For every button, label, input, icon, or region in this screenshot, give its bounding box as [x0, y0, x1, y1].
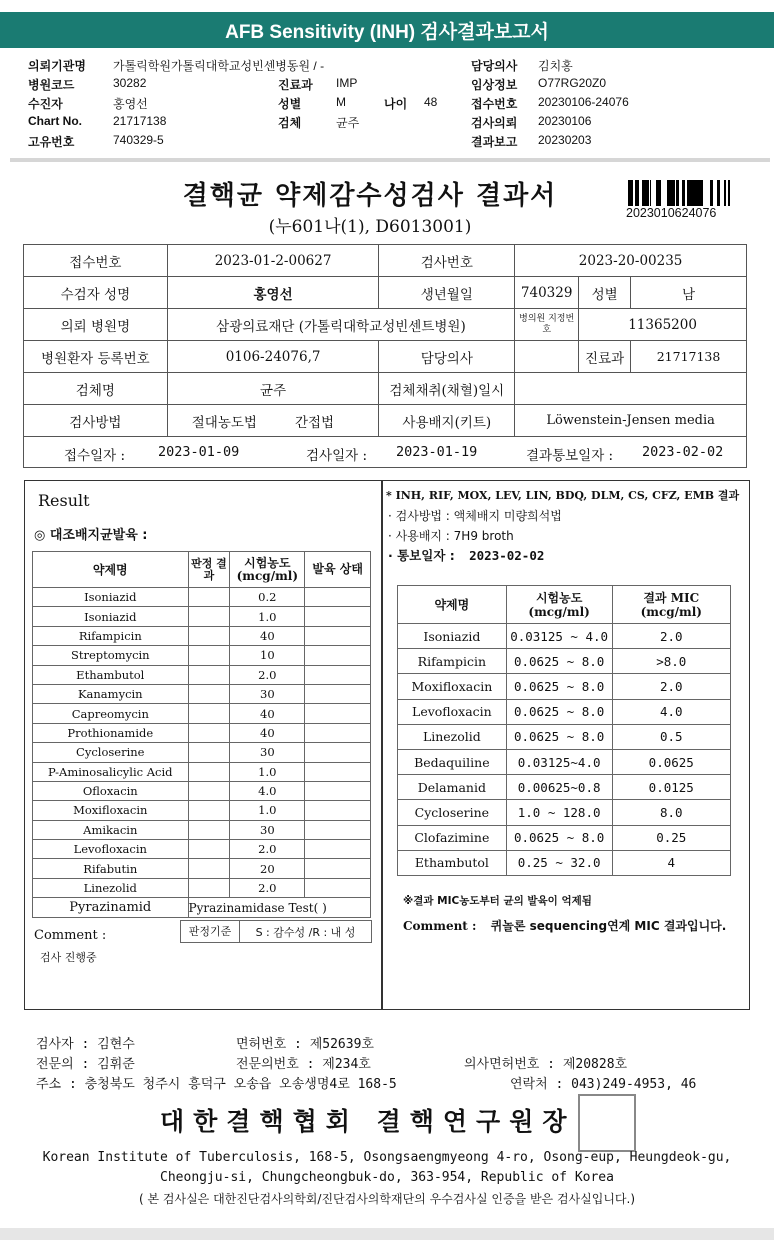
table-row — [398, 674, 731, 699]
page-bottom-strip — [0, 1228, 774, 1240]
test-no-label: 검사번호 — [379, 245, 515, 277]
info-label: 성별 — [278, 97, 302, 111]
barcode-bar — [638, 180, 639, 206]
info-label: 수진자 — [28, 97, 63, 111]
barcode-bar — [687, 180, 689, 206]
receipt-value: 2023-01-2-00627 — [167, 245, 379, 277]
barcode-bar — [699, 180, 701, 206]
judgement-cell — [188, 859, 230, 878]
footer-line3 — [36, 1073, 756, 1093]
specialist: 전문의 : 김휘준 — [36, 1057, 135, 1072]
range-cell: 0.0625 ~ 8.0 — [506, 699, 612, 724]
mic-footnote: ※결과 MIC농도부터 균의 발육이 억제됨 — [403, 895, 592, 907]
info-label: Chart No. — [28, 114, 82, 128]
judgement-cell — [188, 607, 230, 626]
table-row — [33, 626, 371, 645]
drug-name: Linezolid — [398, 724, 507, 749]
barcode-bar — [728, 180, 729, 206]
growth-cell — [305, 626, 371, 645]
judgement-cell — [188, 684, 230, 703]
info-value: 20230203 — [538, 133, 592, 147]
left-comment-value: 검사 진행중 — [40, 951, 97, 964]
dept-label: 진료과 — [579, 341, 631, 373]
drug-name: Ethambutol — [398, 850, 507, 875]
mic-comment — [403, 917, 726, 934]
header-title: AFB Sensitivity (INH) 검사결과보고서 — [225, 21, 549, 43]
mic-col-result: 결과 MIC (mcg/ml) — [612, 586, 730, 624]
table-row — [398, 825, 731, 850]
growth-cell — [305, 859, 371, 878]
report-subtitle: (누601나(1), D6013001) — [268, 217, 472, 237]
barcode-image — [628, 180, 734, 206]
range-cell: 0.0625 ~ 8.0 — [506, 649, 612, 674]
range-cell: 0.03125 ~ 4.0 — [506, 624, 612, 649]
drug-name: Rifabutin — [33, 859, 189, 878]
table-row — [33, 878, 371, 897]
barcode-bar — [710, 180, 713, 206]
concentration-cell: 1.0 — [230, 762, 305, 781]
barcode-bar — [701, 180, 703, 206]
growth-cell — [305, 762, 371, 781]
organization-name: 대한결핵협회 결핵연구원장 — [160, 1107, 576, 1136]
criteria-value: S : 감수성 /R : 내 성 — [255, 925, 356, 939]
mic-result-cell: 8.0 — [612, 800, 730, 825]
doctor-license: 의사면허번호 : 제20828호 — [464, 1057, 628, 1072]
mic-notice-label: · 통보일자 : — [388, 548, 455, 563]
receipt-label: 접수번호 — [24, 245, 168, 277]
control-growth-label: ◎ 대조배지균발육 : — [34, 528, 148, 543]
criteria-label: 판정기준 — [181, 921, 240, 942]
table-row — [33, 762, 371, 781]
growth-cell — [305, 781, 371, 800]
info-value: O77RG20Z0 — [538, 76, 607, 90]
concentration-cell: 4.0 — [230, 781, 305, 800]
barcode-bar — [729, 180, 730, 206]
barcode-bar — [658, 180, 659, 206]
judgement-cell — [188, 878, 230, 897]
growth-cell — [305, 607, 371, 626]
info-value: 홍영선 — [113, 97, 148, 111]
growth-cell — [305, 801, 371, 820]
english-address-1: Korean Institute of Tuberculosis, 168-5, Osongsaengmyeong 4-ro, Osong-eup, Heungdeok-gu, — [42, 1150, 732, 1165]
concentration-cell: 30 — [230, 684, 305, 703]
table-row — [33, 607, 371, 626]
concentration-cell: 0.2 — [230, 588, 305, 607]
sex-label: 성별 — [579, 277, 631, 309]
info-row — [28, 133, 748, 152]
patient-table — [23, 244, 747, 468]
table-row — [33, 665, 371, 684]
barcode-bar — [672, 180, 675, 206]
media-label: 사용배지(키트) — [379, 405, 515, 437]
info-label: 고유번호 — [28, 135, 75, 149]
table-row — [33, 646, 371, 665]
mic-result-cell: 0.0625 — [612, 749, 730, 774]
table-row — [33, 801, 371, 820]
specimen-value: 균주 — [167, 373, 379, 405]
col-growth: 발육 상태 — [305, 552, 371, 588]
criteria-box — [180, 920, 372, 943]
table-row — [398, 800, 731, 825]
method-value2: 간접법 — [294, 414, 335, 431]
collect-value — [515, 373, 747, 405]
info-value: 30282 — [113, 76, 147, 90]
info-value: 가톨릭학원가톨릭대학교성빈센병동원 / - — [113, 59, 325, 73]
mic-result-cell: 0.0125 — [612, 775, 730, 800]
method-value1: 절대농도법 — [191, 414, 257, 431]
drug-name: Ethambutol — [33, 665, 189, 684]
mic-result-cell: 4.0 — [612, 699, 730, 724]
table-row — [398, 724, 731, 749]
judgement-cell — [188, 762, 230, 781]
barcode-bar — [667, 180, 669, 206]
table-row — [33, 588, 371, 607]
judgement-cell — [188, 840, 230, 859]
mic-notice-date — [388, 546, 544, 564]
mic-comment-label: Comment : — [403, 919, 477, 933]
barcode-bar — [676, 180, 679, 206]
barcode-bar — [642, 180, 644, 206]
growth-cell — [305, 684, 371, 703]
mic-comment-value: 퀴놀론 sequencing연계 MIC 결과입니다. — [490, 919, 727, 933]
drug-name: Isoniazid — [33, 607, 189, 626]
concentration-cell: 30 — [230, 743, 305, 762]
divider — [10, 158, 770, 162]
concentration-cell: 30 — [230, 820, 305, 839]
info-label: 의뢰기관명 — [28, 59, 86, 73]
barcode-bar — [630, 180, 632, 206]
barcode-bar — [628, 180, 630, 206]
growth-cell — [305, 743, 371, 762]
col-judgement: 판정 결과 — [188, 552, 230, 588]
info-value: IMP — [336, 76, 358, 90]
license-no: 면허번호 : 제52639호 — [236, 1037, 374, 1052]
range-cell: 1.0 ~ 128.0 — [506, 800, 612, 825]
concentration-cell: 10 — [230, 646, 305, 665]
info-value: 20230106-24076 — [538, 95, 629, 109]
table-row — [398, 649, 731, 674]
drug-name: Ofloxacin — [33, 781, 189, 800]
info-label: 임상정보 — [471, 78, 518, 92]
judgement-cell — [188, 626, 230, 645]
patient-label: 수검자 성명 — [24, 277, 168, 309]
mic-result-cell: 2.0 — [612, 624, 730, 649]
growth-cell — [305, 646, 371, 665]
info-value: 김치홍 — [538, 59, 573, 73]
judgement-cell — [188, 723, 230, 742]
hospital-value: 삼광의료재단 (가톨릭대학교성빈센트병원) — [167, 309, 514, 341]
concentration-cell: 2.0 — [230, 840, 305, 859]
barcode-bar — [644, 180, 647, 206]
pza-name: Pyrazinamid — [33, 898, 189, 918]
range-cell: 0.0625 ~ 8.0 — [506, 724, 612, 749]
barcode-bar — [682, 180, 685, 206]
table-row — [33, 859, 371, 878]
mic-result-cell: 2.0 — [612, 674, 730, 699]
growth-cell — [305, 840, 371, 859]
table-row — [33, 820, 371, 839]
reg-value: 0106-24076,7 — [167, 341, 379, 373]
date3-value: 2023-02-02 — [642, 444, 724, 460]
test-no-value: 2023-20-00235 — [515, 245, 747, 277]
concentration-cell: 20 — [230, 859, 305, 878]
drug-name: P-Aminosalicylic Acid — [33, 762, 189, 781]
table-row — [33, 704, 371, 723]
english-address-2: Cheongju-si, Chungcheongbuk-do, 363-954, Republic of Korea — [160, 1170, 614, 1185]
drug-name: Prothionamide — [33, 723, 189, 742]
mic-result-cell: 0.5 — [612, 724, 730, 749]
specimen-label: 검체명 — [24, 373, 168, 405]
report-header — [0, 12, 774, 48]
drug-name: Cycloserine — [33, 743, 189, 762]
info-value: 48 — [424, 95, 438, 109]
barcode-bar — [635, 180, 638, 206]
examiner: 검사자 : 김현수 — [36, 1037, 135, 1052]
barcode-bar — [689, 180, 692, 206]
reg-label: 병원환자 등록번호 — [24, 341, 168, 373]
designated-value: 11365200 — [579, 309, 747, 341]
barcode-bar — [692, 180, 695, 206]
drug-name: Moxifloxacin — [33, 801, 189, 820]
media-value: Löwenstein-Jensen media — [515, 405, 747, 437]
table-row — [33, 684, 371, 703]
judgement-cell — [188, 704, 230, 723]
patient-value: 홍영선 — [167, 277, 379, 309]
mic-method: · 검사방법 : 액체배지 미량희석법 — [388, 509, 562, 523]
mic-notice-value: 2023-02-02 — [469, 548, 545, 563]
drug-name: Rifampicin — [398, 649, 507, 674]
table-row — [33, 743, 371, 762]
drug-name: Capreomycin — [33, 704, 189, 723]
barcode-bar — [659, 180, 661, 206]
growth-cell — [305, 704, 371, 723]
left-comment-label: Comment : — [34, 928, 107, 943]
info-label: 나이 — [384, 97, 408, 111]
barcode-bar — [632, 180, 633, 206]
growth-cell — [305, 723, 371, 742]
specialist-no: 전문의번호 : 제234호 — [236, 1057, 371, 1072]
table-row — [33, 840, 371, 859]
judgement-cell — [188, 646, 230, 665]
drug-name: Levofloxacin — [398, 699, 507, 724]
concentration-cell: 1.0 — [230, 607, 305, 626]
drug-name: Clofazimine — [398, 825, 507, 850]
pza-test: Pyrazinamidase Test( ) — [188, 898, 370, 918]
table-row — [33, 723, 371, 742]
official-seal — [578, 1094, 636, 1152]
table-row — [398, 850, 731, 875]
left-drug-table — [32, 551, 371, 918]
dob-label: 생년월일 — [379, 277, 515, 309]
mic-col-drug: 약제명 — [398, 586, 507, 624]
footer-line2 — [36, 1053, 756, 1073]
patient-info — [28, 57, 748, 152]
drug-name: Bedaquiline — [398, 749, 507, 774]
drug-name: Cycloserine — [398, 800, 507, 825]
result-heading: Result — [38, 491, 90, 510]
concentration-cell: 2.0 — [230, 665, 305, 684]
growth-cell — [305, 878, 371, 897]
collect-label: 검체채취(채혈)일시 — [379, 373, 515, 405]
sex-value: 남 — [631, 277, 747, 309]
barcode-bar — [696, 180, 699, 206]
drug-name: Linezolid — [33, 878, 189, 897]
info-label: 접수번호 — [471, 97, 518, 111]
drug-name: Delamanid — [398, 775, 507, 800]
info-label: 검사의뢰 — [471, 116, 518, 130]
drug-name: Kanamycin — [33, 684, 189, 703]
drug-name: Rifampicin — [33, 626, 189, 645]
barcode-number: 2023010624076 — [626, 206, 717, 220]
barcode-bar — [724, 180, 726, 206]
growth-cell — [305, 665, 371, 684]
concentration-cell: 40 — [230, 704, 305, 723]
date1-value: 2023-01-09 — [158, 444, 240, 460]
drug-name: Isoniazid — [33, 588, 189, 607]
barcode-bar — [656, 180, 658, 206]
drug-name: Levofloxacin — [33, 840, 189, 859]
table-row — [398, 775, 731, 800]
barcode-bar — [650, 180, 651, 206]
concentration-cell: 2.0 — [230, 878, 305, 897]
info-value: 20230106 — [538, 114, 592, 128]
info-label: 결과보고 — [471, 135, 518, 149]
date3-label: 결과통보일자 : — [526, 448, 614, 464]
barcode-bar — [669, 180, 672, 206]
mic-table — [397, 585, 731, 876]
concentration-cell: 1.0 — [230, 801, 305, 820]
growth-cell — [305, 588, 371, 607]
info-value: 740329-5 — [113, 133, 164, 147]
certification-note: ( 본 검사실은 대한진단검사의학회/진단검사의학재단의 우수검사실 인증을 받은 검사실입니다.) — [138, 1192, 635, 1206]
info-row — [28, 114, 748, 133]
judgement-cell — [188, 820, 230, 839]
barcode-bar — [647, 180, 649, 206]
drug-name: Amikacin — [33, 820, 189, 839]
date2-value: 2023-01-19 — [396, 444, 478, 460]
table-row — [398, 699, 731, 724]
dob-value: 740329 — [515, 277, 579, 309]
range-cell: 0.0625 ~ 8.0 — [506, 825, 612, 850]
info-row — [28, 76, 748, 95]
judgement-cell — [188, 665, 230, 684]
mic-result-cell: 0.25 — [612, 825, 730, 850]
barcode — [628, 180, 734, 206]
table-row — [33, 781, 371, 800]
drug-name: Streptomycin — [33, 646, 189, 665]
date2-label: 검사일자 : — [306, 448, 368, 464]
col-concentration: 시험농도 (mcg/ml) — [230, 552, 305, 588]
drug-name: Moxifloxacin — [398, 674, 507, 699]
range-cell: 0.03125~4.0 — [506, 749, 612, 774]
footer-line1 — [36, 1033, 756, 1053]
mic-result-cell: 4 — [612, 850, 730, 875]
mic-col-range: 시험농도 (mcg/ml) — [506, 586, 612, 624]
doctor-label: 담당의사 — [379, 341, 515, 373]
info-value: M — [336, 95, 346, 109]
mic-media: · 사용배지 : 7H9 broth — [388, 529, 514, 543]
judgement-cell — [188, 781, 230, 800]
mic-note-title: * INH, RIF, MOX, LEV, LIN, BDQ, DLM, CS, CFZ, EMB 결과 — [386, 489, 740, 502]
barcode-bar — [695, 180, 696, 206]
info-row — [28, 57, 748, 76]
info-label: 진료과 — [278, 78, 313, 92]
info-row — [28, 95, 748, 114]
range-cell: 0.0625 ~ 8.0 — [506, 674, 612, 699]
dept-value: 21717138 — [631, 341, 747, 373]
mic-result-cell: >8.0 — [612, 649, 730, 674]
concentration-cell: 40 — [230, 626, 305, 645]
judgement-cell — [188, 743, 230, 762]
range-cell: 0.00625~0.8 — [506, 775, 612, 800]
info-label: 검체 — [278, 116, 302, 130]
method-label: 검사방법 — [24, 405, 168, 437]
method-value — [167, 405, 379, 437]
info-value: 21717138 — [113, 114, 167, 128]
designated-label: 병의원 지정번호 — [515, 309, 579, 341]
growth-cell — [305, 820, 371, 839]
info-label: 담당의사 — [471, 59, 518, 73]
dates-row — [24, 437, 747, 468]
range-cell: 0.25 ~ 32.0 — [506, 850, 612, 875]
judgement-cell — [188, 588, 230, 607]
judgement-cell — [188, 801, 230, 820]
col-drug: 약제명 — [33, 552, 189, 588]
table-row — [398, 624, 731, 649]
report-title: 결핵균 약제감수성검사 결과서 — [182, 181, 558, 211]
contact: 연락처 : 043)249-4953, 46 — [510, 1077, 697, 1092]
concentration-cell: 40 — [230, 723, 305, 742]
barcode-bar — [717, 180, 720, 206]
info-label: 병원코드 — [28, 78, 75, 92]
date1-label: 접수일자 : — [64, 448, 126, 464]
drug-name: Isoniazid — [398, 624, 507, 649]
address: 주소 : 충청북도 청주시 흥덕구 오송읍 오송생명4로 168-5 — [36, 1077, 397, 1092]
doctor-value — [515, 341, 579, 373]
hospital-label: 의뢰 병원명 — [24, 309, 168, 341]
info-value: 균주 — [336, 116, 360, 130]
table-row — [398, 749, 731, 774]
